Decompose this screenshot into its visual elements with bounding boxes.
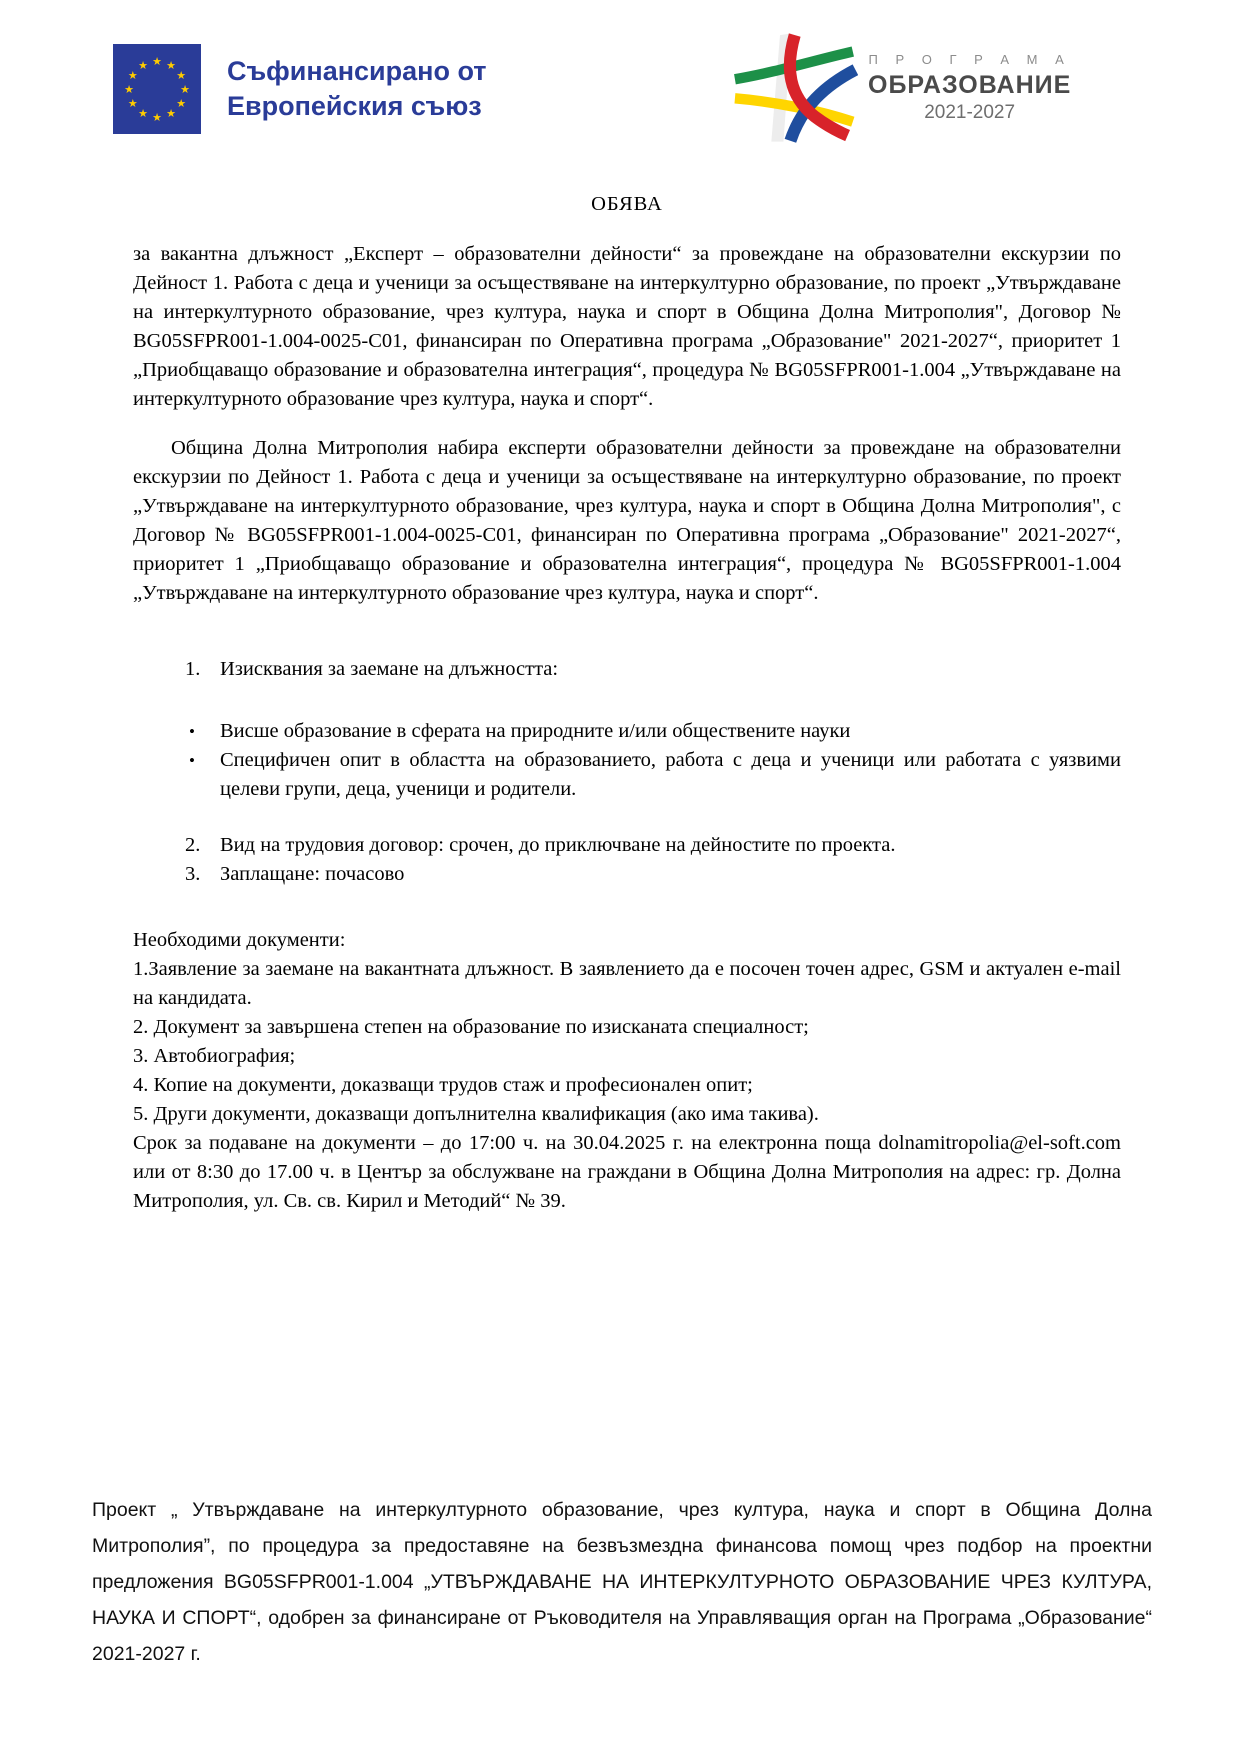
bullet-icon: • xyxy=(189,722,195,741)
program-title: ОБРАЗОВАНИЕ xyxy=(868,70,1072,99)
svg-text:★: ★ xyxy=(180,83,190,96)
recruitment-paragraph: Община Долна Митрополия набира експерти образователни дейности за провеждане на образователни екскурзии по Дейност 1. Работа с деца и ученици за осъществяване на интеркултурно образование, по проект „Утвърждаване на интеркултурното образование, чрез култура, наука и спорт в Община Долна Митрополия", с Договор № BG05SFPR001-1.004-0025-C01, финансиран по Оперативна програма „Образование" 2021-2027“, приоритет 1 „Приобщаващо образование и образователна интеграция“, процедура № BG05SFPR001-1.004 „Утвърждаване на интеркултурното образование чрез култура, наука и спорт“. xyxy=(133,437,1121,604)
requirements-bullet-list xyxy=(133,717,1121,804)
document-requirement-line: 2. Документ за завършена степен на образование по изисканата специалност; xyxy=(133,1016,809,1038)
svg-text:★: ★ xyxy=(166,107,176,121)
bullet-text: Висше образование в сферата на природните и/или обществените науки xyxy=(220,720,851,742)
svg-text:★: ★ xyxy=(138,58,148,72)
numbered-item-requirements xyxy=(133,655,1121,684)
eu-cofunded-line1: Съфинансирано от xyxy=(227,56,487,86)
eu-cofunded-line2: Европейския съюз xyxy=(227,91,482,121)
svg-text:★: ★ xyxy=(176,97,187,110)
item-text: Изисквания за заемане на длъжността: xyxy=(220,658,559,680)
numbered-item-payment xyxy=(133,860,1121,889)
numbered-item-contract xyxy=(133,831,1121,860)
document-requirement-line: 5. Други документи, доказващи допълнителна квалификация (ако има такива). xyxy=(133,1103,819,1125)
program-education-logo xyxy=(728,30,1071,145)
document-body xyxy=(133,190,1121,1216)
list-item xyxy=(133,746,1121,804)
item-number: 2. xyxy=(185,834,201,856)
document-requirement-line: 1.Заявление за заемане на вакантната длъжност. В заявлението да е посочен точен адрес, GSM и актуален e-mail на кандидата. xyxy=(133,958,1121,1009)
item-number: 3. xyxy=(185,863,201,885)
bullet-icon: • xyxy=(189,751,195,770)
svg-text:★: ★ xyxy=(176,69,187,82)
intro-paragraph: за вакантна длъжност „Експерт – образователни дейности“ за провеждане на образователни екскурзии по Дейност 1. Работа с деца и ученици за осъществяване на интеркултурно образование, по проект „Утвърждаване на интеркултурното образование, чрез култура, наука и спорт в Община Долна Митрополия", Договор № BG05SFPR001-1.004-0025-C01, финансиран по Оперативна програма „Образование" 2021-2027“, приоритет 1 „Приобщаващо образование и образователна интеграция“, процедура № BG05SFPR001-1.004 „Утвърждаване на интеркултурното образование чрез култура, наука и спорт“. xyxy=(133,242,1121,410)
svg-text:★: ★ xyxy=(166,58,176,72)
eu-cofunded-logo xyxy=(113,44,487,134)
program-years: 2021-2027 xyxy=(924,101,1016,123)
program-logo-text xyxy=(868,52,1071,124)
program-kicker: П Р О Г Р А М А xyxy=(868,51,1071,67)
svg-text:★: ★ xyxy=(127,69,138,82)
item-number: 1. xyxy=(185,658,201,680)
project-footer-text: Проект „ Утвърждаване на интеркултурното образование, чрез култура, наука и спорт в Община Долна Митрополия”, по процедура за предоставяне на безвъзмездна финансова помощ чрез подбор на проектни предложения BG05SFPR001-1.004 „УТВЪРЖДАВАНЕ НА ИНТЕРКУЛТУРНОТО ОБРАЗОВАНИЕ ЧРЕЗ КУЛТУРА, НАУКА И СПОРТ“, одобрен за финансиране от Ръководителя на Управляващия орган на Програма „Образование“ 2021-2027 г. xyxy=(92,1499,1152,1665)
svg-text:★: ★ xyxy=(152,111,162,124)
svg-text:★: ★ xyxy=(127,97,138,110)
document-requirement-line: 3. Автобиография; xyxy=(133,1045,296,1067)
page-title: ОБЯВА xyxy=(591,193,663,215)
eu-cofunded-text xyxy=(227,54,487,124)
list-item xyxy=(133,717,1121,746)
ribbons-icon xyxy=(728,30,858,145)
svg-text:★: ★ xyxy=(124,83,134,96)
item-text: Заплащане: почасово xyxy=(220,863,405,885)
bullet-text: Специфичен опит в областта на образованието, работа с деца и ученици или работата с уязвими целеви групи, деца, ученици и родители. xyxy=(220,749,1121,800)
document-requirement-line: 4. Копие на документи, доказващи трудов стаж и професионален опит; xyxy=(133,1074,753,1096)
documents-heading: Необходими документи: xyxy=(133,929,346,951)
item-text: Вид на трудовия договор: срочен, до приключване на дейностите по проекта. xyxy=(220,834,896,856)
eu-flag-icon xyxy=(113,44,201,134)
submission-deadline-paragraph: Срок за подаване на документи – до 17:00 ч. на 30.04.2025 г. на електронна поща dolnamitropolia@el-soft.com или от 8:30 до 17.00 ч. в Център за обслужване на граждани в Община Долна Митрополия на адрес: гр. Долна Митрополия, ул. Св. св. Кирил и Методий“ № 39. xyxy=(133,1132,1121,1212)
svg-text:★: ★ xyxy=(138,107,148,121)
svg-text:★: ★ xyxy=(152,55,162,68)
